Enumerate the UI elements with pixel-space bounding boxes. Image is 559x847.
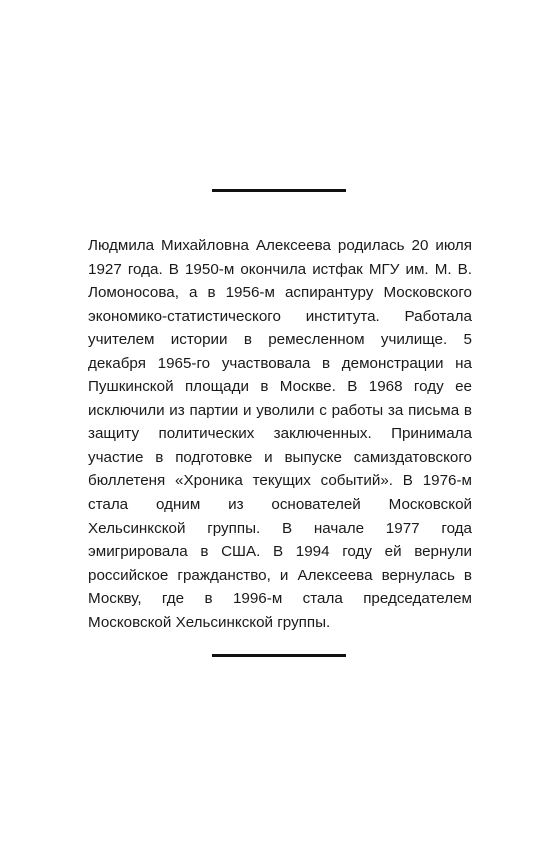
- biography-paragraph: Людмила Михайловна Алексеева родилась 20 июля 1927 года. В 1950-м окончила истфак МГУ им. М. В. Ломоносова, а в 1956-м аспирантуру Московского экономико-статистического института. Работала учителем истории в ремесленном училище. 5 декабря 1965-го участвовала в демонстрации на Пушкинской площади в Москве. В 1968 году ее исключили из партии и уволили с работы за письма в защиту политических заключенных. Принимала участие в подготовке и выпуске самиздатовского бюллетеня «Хроника текущих событий». В 1976-м стала одним из основателей Московской Хельсинкской группы. В начале 1977 года эмигрировала в США. В 1994 году ей вернули российское гражданство, и Алексеева вернулась в Москву, где в 1996-м стала председателем Московской Хельсинкской группы.: [88, 237, 472, 631]
- top-divider: [212, 189, 346, 192]
- bottom-divider: [212, 654, 346, 657]
